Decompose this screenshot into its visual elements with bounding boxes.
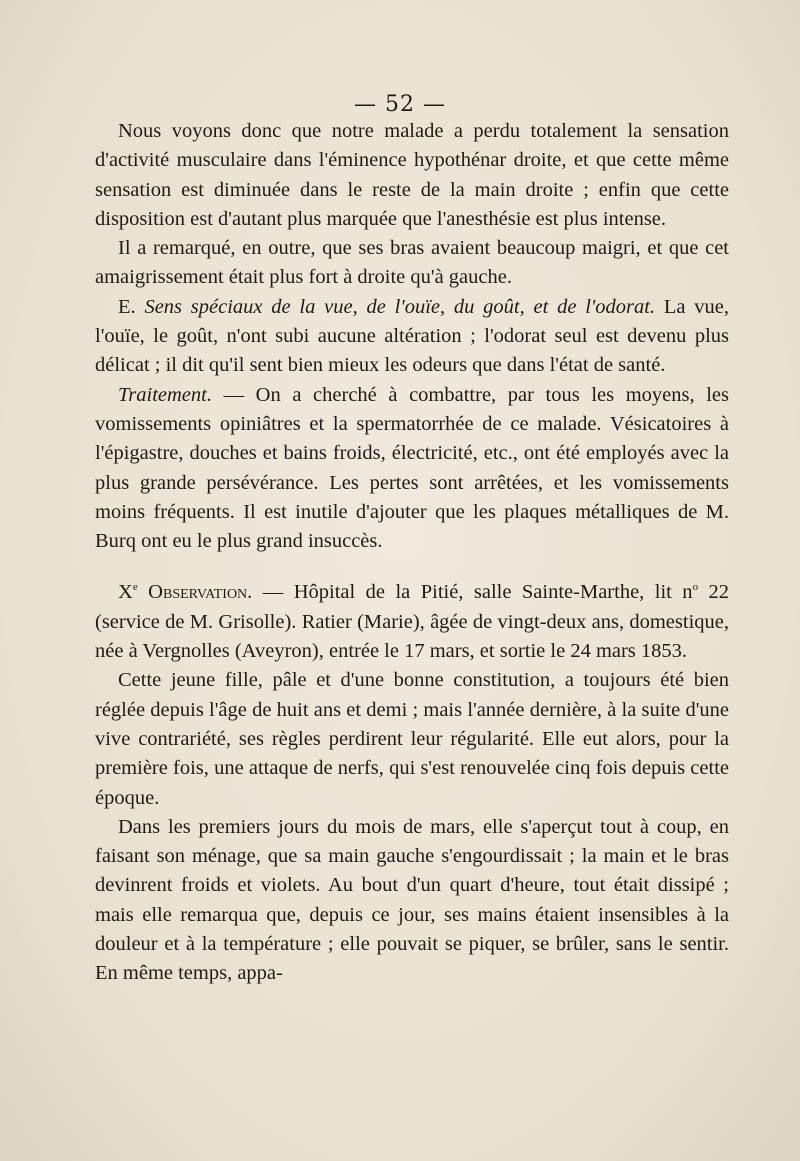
page-number: — 52 —	[354, 92, 446, 117]
paragraph-3-text: La vue, l'ouïe, le goût, n'ont subi aucune altération ; l'odorat seul est devenu plus délicat ; il dit qu'il sent bien mieux les odeurs que dans l'état de santé.	[95, 295, 729, 377]
paragraph-7: Dans les premiers jours du mois de mars, elle s'aperçut tout à coup, en faisant son ménage, que sa main gauche s'engourdissait ; la main et le bras devinrent froids et violets. Au bout d'un quart d'heure, tout était dissipé ; mais elle remarqua que, depuis ce jour, ses mains étaient insensibles à la douleur et à la température ; elle pouvait se piquer, se brûler, sans le sentir. En même temps, appa-	[95, 815, 729, 985]
observation-heading-paragraph	[95, 578, 729, 666]
paragraph-4	[95, 381, 729, 557]
section-heading-treatment: Traitement.	[118, 383, 212, 406]
observation-number-suffix: e	[132, 581, 138, 594]
section-gap	[95, 556, 729, 578]
paragraph-4-text: — On a cherché à combattre, par tous les moyens, les vomissements opiniâtres et la spermatorrhée de ce malade. Vésicatoires à l'épigastre, douches et bains froids, électricité, etc., ont été employés avec la plus grande persévérance. Les pertes sont arrêtées, et les vomissements moins fréquents. Il est inutile d'ajouter que les plaques métalliques de M. Burq ont eu le plus grand insuccès.	[95, 383, 729, 553]
paragraph-3	[95, 293, 729, 381]
paragraph-1: Nous voyons donc que notre malade a perdu totalement la sensation d'activité musculaire dans l'éminence hypothénar droite, et que cette même sensation est diminuée dans le reste de la main droite ; enfin que cette disposition est d'autant plus marquée que l'anesthésie est plus intense.	[95, 120, 729, 230]
page-body	[95, 117, 729, 989]
section-letter: E.	[118, 295, 145, 318]
observation-number: X	[118, 581, 133, 604]
observation-text-a: — Hôpital de la Pitié, salle Sainte-Marthe, lit n	[252, 581, 693, 604]
section-heading-senses: Sens spéciaux de la vue, de l'ouïe, du goût, et de l'odorat.	[144, 295, 656, 318]
paragraph-2: Il a remarqué, en outre, que ses bras avaient beaucoup maigri, et que cet amaigrissement était plus fort à droite qu'à gauche.	[95, 237, 729, 289]
number-abbrev-suffix: o	[692, 581, 699, 594]
paragraph-6: Cette jeune fille, pâle et d'une bonne constitution, a toujours été bien réglée depuis l'âge de huit ans et demi ; mais l'année dernière, à la suite d'une vive contrariété, ses règles perdirent leur régularité. Elle eut alors, pour la première fois, une attaque de nerfs, qui s'est renouvelée cinq fois depuis cette époque.	[95, 669, 729, 809]
observation-text-b: 22 (service de M. Grisolle). Ratier (Marie), âgée de vingt-deux ans, domestique, née à Vergnolles (Aveyron), entrée le 17 mars, et sortie le 24 mars 1853.	[95, 581, 730, 663]
observation-title: Observation.	[148, 581, 253, 604]
